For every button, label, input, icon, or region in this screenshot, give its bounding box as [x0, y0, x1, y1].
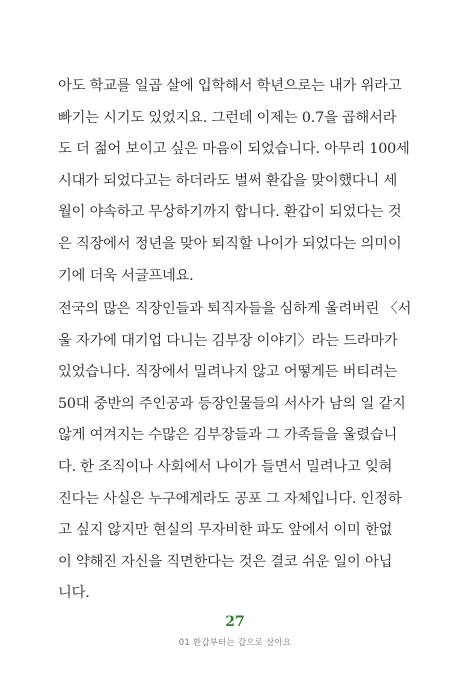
text-line: 울 자가에 대기업 다니는 김부장 이야기〉라는 드라마가	[58, 332, 398, 349]
text-line: 도 더 젊어 보이고 싶은 마음이 되었습니다. 아무리 100세	[58, 141, 410, 158]
running-title: 01 환갑부터는 갑으로 살아요	[178, 638, 292, 648]
text-line: 이 약해진 자신을 직면한다는 것은 결코 쉬운 일이 아닙	[58, 553, 393, 570]
page-number: 27	[225, 614, 245, 630]
text-line: 진다는 사실은 누구에게라도 공포 그 자체입니다. 인정하	[58, 490, 402, 507]
text-line: 니다.	[58, 585, 90, 602]
paragraph-2	[58, 294, 414, 610]
paragraph-1	[58, 71, 414, 292]
text-line: 50대 중반의 주인공과 등장인물들의 서사가 남의 일 같지	[58, 395, 406, 412]
text-line: 빠기는 시기도 있었지요. 그런데 이제는 0.7을 곱해서라	[58, 109, 397, 126]
text-line: 월이 야속하고 무상하기까지 합니다. 환갑이 되었다는 것	[58, 204, 402, 221]
text-line: 아도 학교를 일곱 살에 입학해서 학년으로는 내가 위라고	[58, 78, 402, 94]
text-line: 은 직장에서 정년을 맞아 퇴직할 나이가 되었다는 의미이	[58, 235, 402, 252]
text-line: 않게 여겨지는 수많은 김부장들과 그 가족들을 울렸습니	[58, 427, 398, 444]
text-line: 있었습니다. 직장에서 밀려나지 않고 어떻게든 버티려는	[58, 364, 398, 381]
text-line: 고 싶지 않지만 현실의 무자비한 파도 앞에서 이미 한없	[58, 522, 393, 539]
text-line: 기에 더욱 서글프네요.	[58, 267, 194, 284]
text-line: 전국의 많은 직장인들과 퇴직자들을 심하게 울려버린 〈서	[58, 301, 412, 317]
text-line: 다. 한 조직이나 사회에서 나이가 들면서 밀려나고 잊혀	[58, 458, 393, 475]
text-line: 시대가 되었다고는 하더라도 벌써 환갑을 맞이했다니 세	[58, 172, 398, 189]
